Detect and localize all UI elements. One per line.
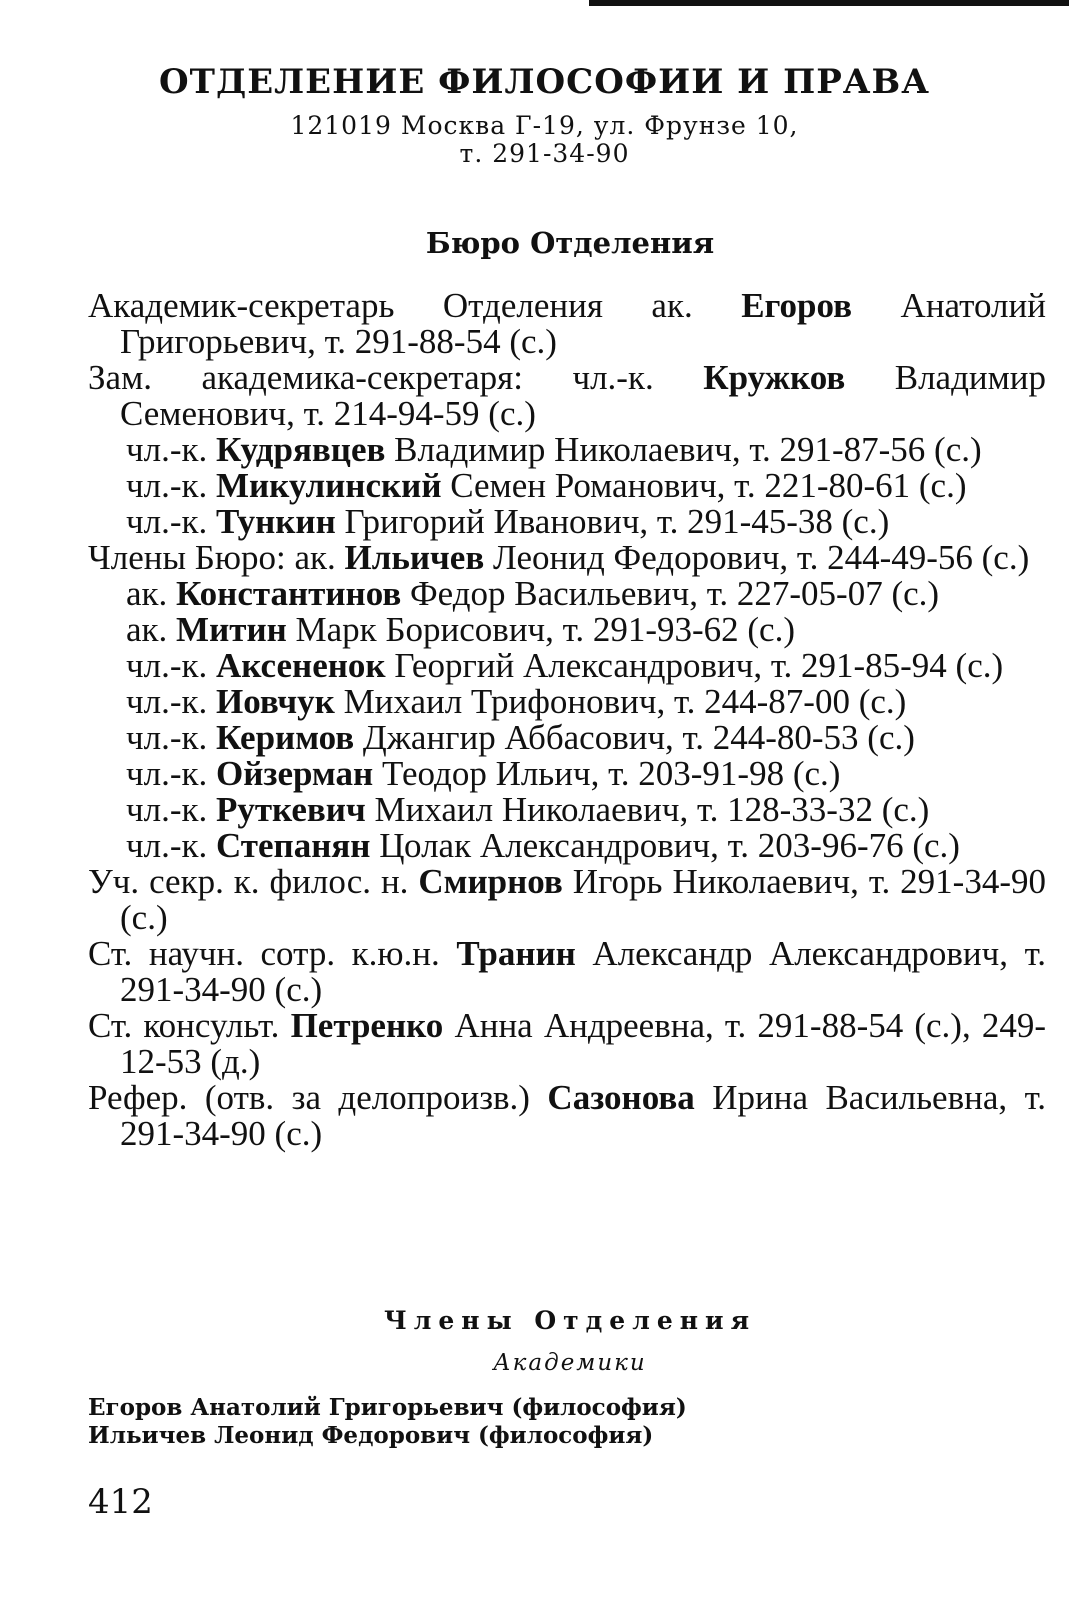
bureau-entry: чл.-к. Кудрявцев Владимир Николаевич, т. 291-87-56 (с.) bbox=[126, 430, 982, 469]
bureau-entry: Уч. секр. к. филос. н. Смирнов Игорь Николаевич, т. 291-34-90 (с.) bbox=[88, 862, 1046, 937]
scan-edge-mark bbox=[589, 0, 1069, 6]
bureau-entries bbox=[88, 288, 1046, 1152]
page-number: 412 bbox=[88, 1482, 153, 1522]
bureau-entry: чл.-к. Руткевич Михаил Николаевич, т. 128-33-32 (с.) bbox=[126, 790, 930, 829]
bureau-entry: Зам. академика-секретаря: чл.-к. Кружков Владимир Семенович, т. 214-94-59 (с.) bbox=[88, 358, 1046, 433]
bureau-entry: чл.-к. Микулинский Семен Романович, т. 221-80-61 (с.) bbox=[126, 466, 967, 505]
members-heading: Члены Отделения bbox=[383, 1306, 757, 1335]
bureau-entry: чл.-к. Тункин Григорий Иванович, т. 291-45-38 (с.) bbox=[126, 502, 890, 541]
bureau-entry: чл.-к. Иовчук Михаил Трифонович, т. 244-87-00 (с.) bbox=[126, 682, 907, 721]
bureau-entry: Члены Бюро: ак. Ильичев Леонид Федорович, т. 244-49-56 (с.) bbox=[88, 538, 1030, 577]
bureau-entry: Ст. научн. сотр. к.ю.н. Транин Александр Александрович, т. 291-34-90 (с.) bbox=[88, 934, 1046, 1009]
bureau-entry: чл.-к. Аксененок Георгий Александрович, т. 291-85-94 (с.) bbox=[126, 646, 1004, 685]
bureau-entry: Рефер. (отв. за делопроизв.) Сазонова Ирина Васильевна, т. 291-34-90 (с.) bbox=[88, 1078, 1046, 1153]
academicians-list bbox=[88, 1394, 988, 1450]
bureau-entry: чл.-к. Ойзерман Теодор Ильич, т. 203-91-98 (с.) bbox=[126, 754, 841, 793]
section-title: ОТДЕЛЕНИЕ ФИЛОСОФИИ И ПРАВА bbox=[159, 62, 930, 102]
academicians-heading: Академики bbox=[493, 1350, 647, 1376]
section-address bbox=[0, 112, 1089, 168]
list-item: Егоров Анатолий Григорьевич (философия) bbox=[88, 1394, 687, 1421]
address-line-1: 121019 Москва Г-19, ул. Фрунзе 10, bbox=[290, 111, 799, 140]
bureau-heading: Бюро Отделения bbox=[425, 226, 715, 260]
list-item: Ильичев Леонид Федорович (философия) bbox=[88, 1422, 654, 1449]
address-line-2: т. 291-34-90 bbox=[459, 139, 630, 168]
bureau-entry: чл.-к. Керимов Джангир Аббасович, т. 244-80-53 (с.) bbox=[126, 718, 915, 757]
bureau-entry: Ст. консульт. Петренко Анна Андреевна, т. 291-88-54 (с.), 249-12-53 (д.) bbox=[88, 1006, 1046, 1081]
bureau-entry: ак. Митин Марк Борисович, т. 291-93-62 (с.) bbox=[126, 610, 795, 649]
bureau-entry: чл.-к. Степанян Цолак Александрович, т. 203-96-76 (с.) bbox=[126, 826, 960, 865]
bureau-entry: ак. Константинов Федор Васильевич, т. 227-05-07 (с.) bbox=[126, 574, 940, 613]
bureau-entry: Академик-секретарь Отделения ак. Егоров Анатолий Григорьевич, т. 291-88-54 (с.) bbox=[88, 286, 1046, 361]
